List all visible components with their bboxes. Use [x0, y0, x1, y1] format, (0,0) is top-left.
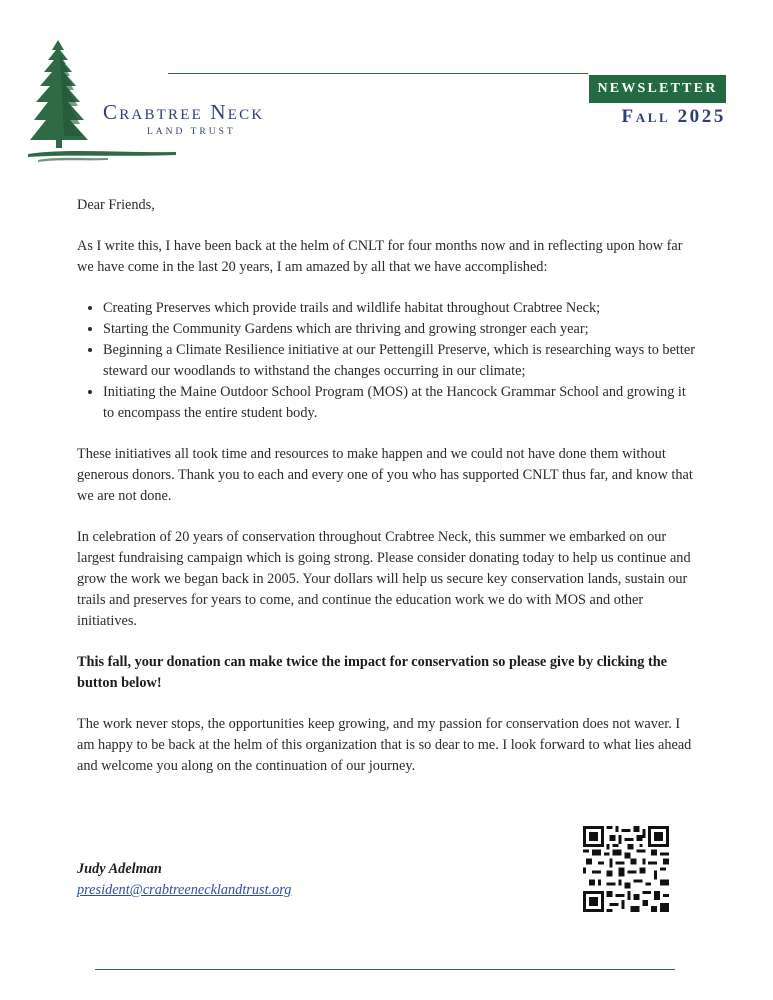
donation-callout: This fall, your donation can make twice the impact for conservation so please give by clicking the button below! — [77, 654, 667, 691]
brand-block — [103, 100, 293, 137]
season-title: Fall 2025 — [621, 106, 726, 127]
closing-paragraph: The work never stops, the opportunities keep growing, and my passion for conservation does not waver. I am happy to be back at the helm of this organization that is so dear to me. I look forward to what lies ahead and welcome you along on the continuation of our journey. — [77, 716, 692, 774]
qr-code-icon[interactable] — [583, 826, 669, 912]
accomplishments-list — [77, 298, 699, 424]
letter-body — [77, 195, 699, 797]
email-link[interactable]: president@crabtreenecklandtrust.org — [77, 882, 292, 898]
thanks-paragraph: These initiatives all took time and resources to make happen and we could not have done them without generous donors. Thank you to each and every one of you who has supported CNLT thus far, and know that we are not done. — [77, 446, 693, 504]
list-item: • Beginning a Climate Resilience initiative at our Pettengill Preserve, which is researching ways to better steward our woodlands to withstand the changes occurring in our climate; — [103, 340, 699, 382]
campaign-paragraph: In celebration of 20 years of conservation throughout Crabtree Neck, this summer we embarked on our largest fundraising campaign which is going strong. Please consider donating today to help us continue and grow the work we began back in 2005. Your dollars will help us secure key conservation lands, sustain our trails and preserves for years to come, and continue the education work we do with MOS and other initiatives. — [77, 529, 691, 629]
intro-paragraph: As I write this, I have been back at the helm of CNLT for four months now and in reflecting upon how far we have come in the last 20 years, I am amazed by all that we have accomplished: — [77, 238, 683, 275]
org-name: Crabtree Neck — [103, 100, 265, 124]
header-rule — [168, 73, 588, 74]
greeting: Dear Friends, — [77, 197, 155, 213]
signer-name: Judy Adelman — [77, 861, 162, 877]
list-item: • Creating Preserves which provide trails and wildlife habitat throughout Crabtree Neck; — [103, 298, 699, 319]
footer-rule — [95, 969, 675, 970]
org-subtitle: LAND TRUST — [147, 127, 236, 137]
newsletter-badge: NEWSLETTER — [589, 75, 726, 103]
list-item: • Initiating the Maine Outdoor School Program (MOS) at the Hancock Grammar School and growing it to encompass the entire student body. — [103, 382, 699, 424]
list-item: • Starting the Community Gardens which are thriving and growing stronger each year; — [103, 319, 699, 340]
